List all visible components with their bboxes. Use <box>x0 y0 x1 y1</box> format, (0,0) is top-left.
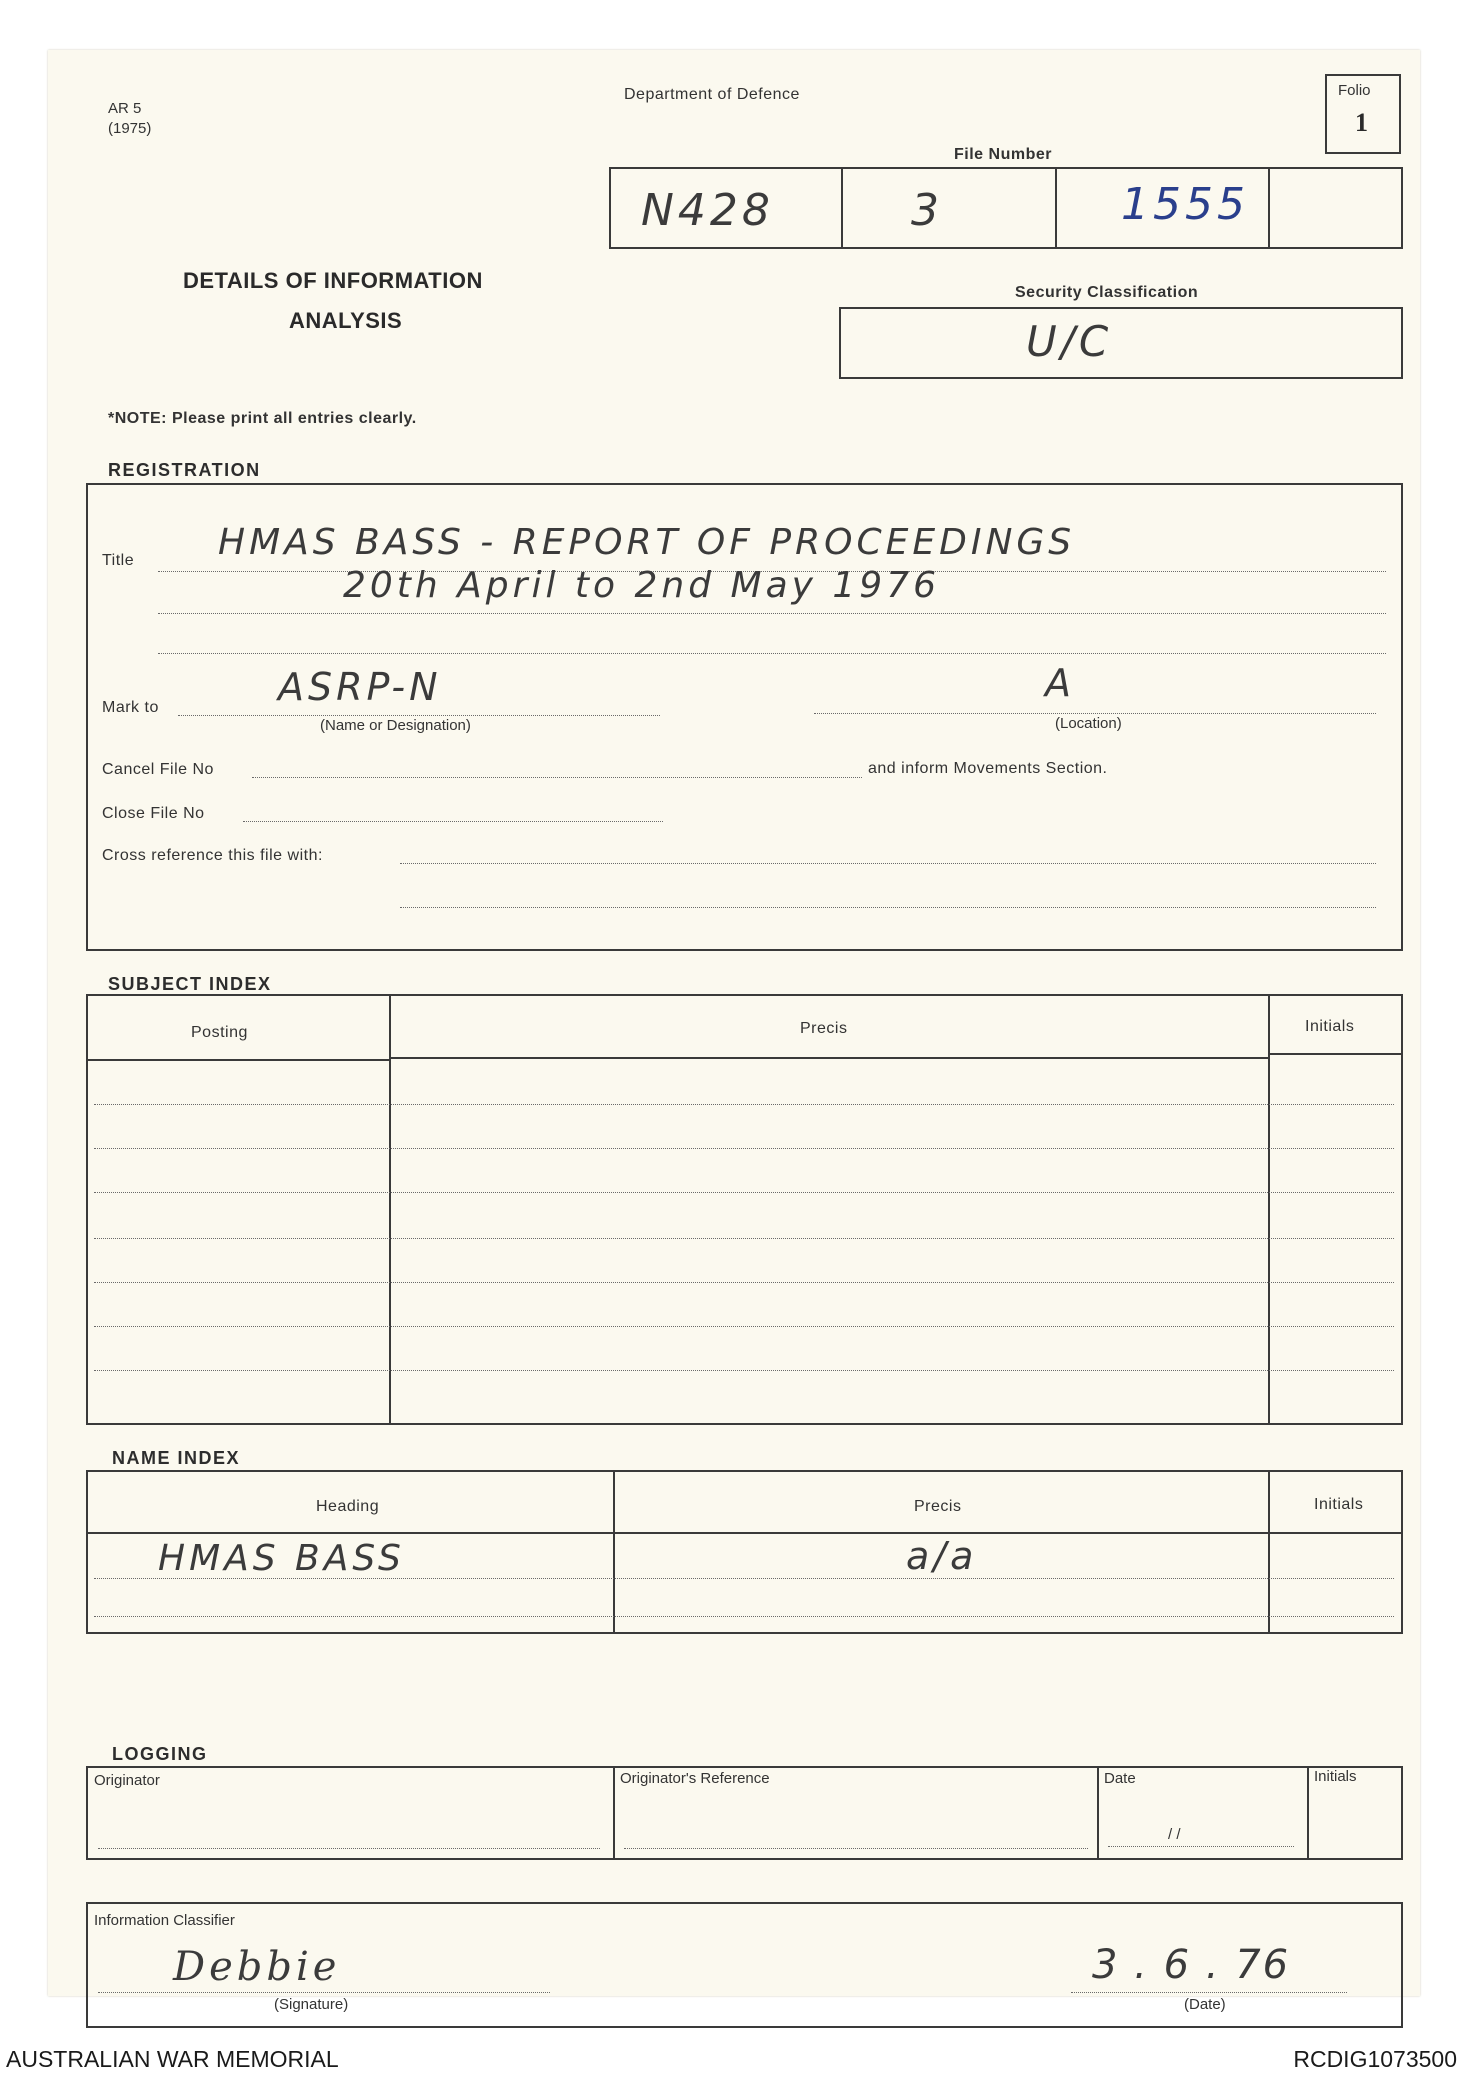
classifier-box <box>86 1902 1403 2028</box>
form-title-line2: ANALYSIS <box>289 308 403 333</box>
location-value: A <box>1045 661 1075 705</box>
location-caption: (Location) <box>1055 715 1122 732</box>
classifier-label: Information Classifier <box>94 1912 235 1929</box>
registration-heading: REGISTRATION <box>108 460 261 480</box>
subject-index-table <box>86 994 1403 1425</box>
footer-institution: AUSTRALIAN WAR MEMORIAL <box>6 2046 339 2072</box>
subject-col-precis: Precis <box>800 1020 848 1037</box>
form-code: AR 5 <box>108 100 142 117</box>
name-col-initials: Initials <box>1314 1496 1364 1513</box>
file-number-part-2: 3 <box>911 185 943 236</box>
cancel-file-suffix: and inform Movements Section. <box>868 760 1108 777</box>
logging-originator: Originator <box>94 1772 160 1789</box>
signature-caption: (Signature) <box>274 1996 349 2013</box>
mark-to-value: ASRP-N <box>278 665 442 709</box>
title-value-line2: 20th April to 2nd May 1976 <box>343 565 940 606</box>
name-row1-precis: a/a <box>906 1534 978 1578</box>
close-file-label: Close File No <box>102 805 205 822</box>
cross-reference-label: Cross reference this file with: <box>102 847 323 864</box>
department-name: Department of Defence <box>624 86 800 103</box>
security-label: Security Classification <box>1015 284 1199 301</box>
cancel-file-label: Cancel File No <box>102 761 214 778</box>
folio-box <box>1325 74 1401 154</box>
logging-originator-reference: Originator's Reference <box>620 1770 770 1787</box>
folio-label: Folio <box>1338 82 1371 99</box>
logging-date-slashes: / / <box>1168 1826 1181 1843</box>
name-row1-heading: HMAS BASS <box>158 1538 405 1579</box>
footer-record-id: RCDIG1073500 <box>1293 2046 1457 2072</box>
subject-index-heading: SUBJECT INDEX <box>108 974 272 994</box>
file-number-box <box>609 167 1403 249</box>
security-value: U/C <box>1026 317 1113 366</box>
folio-value: 1 <box>1355 108 1368 137</box>
form-title-line1: DETAILS OF INFORMATION <box>183 268 483 293</box>
title-value-line1: HMAS BASS - REPORT OF PROCEEDINGS <box>218 522 1076 563</box>
logging-date: Date <box>1104 1770 1136 1787</box>
date-caption: (Date) <box>1184 1996 1226 2013</box>
form-year: (1975) <box>108 120 152 137</box>
name-col-heading: Heading <box>316 1498 380 1515</box>
name-index-heading: NAME INDEX <box>112 1448 241 1468</box>
file-number-part-3: 1555 <box>1121 179 1249 230</box>
name-index-table <box>86 1470 1403 1634</box>
file-number-label: File Number <box>954 146 1052 163</box>
classifier-signature: Debbie <box>173 1944 341 1990</box>
subject-col-initials: Initials <box>1305 1018 1355 1035</box>
registration-box <box>86 483 1403 951</box>
logging-heading: LOGGING <box>112 1744 208 1764</box>
subject-col-posting: Posting <box>191 1024 248 1041</box>
print-note: *NOTE: Please print all entries clearly. <box>108 410 417 427</box>
form-sheet <box>48 50 1420 2013</box>
security-box <box>839 307 1403 379</box>
name-col-precis: Precis <box>914 1498 962 1515</box>
logging-table <box>86 1766 1403 1860</box>
file-number-part-1: N428 <box>641 185 774 236</box>
logging-initials: Initials <box>1314 1768 1357 1785</box>
title-label: Title <box>102 552 135 569</box>
mark-to-label: Mark to <box>102 699 159 716</box>
classifier-date: 3 . 6 . 76 <box>1092 1942 1291 1988</box>
name-caption: (Name or Designation) <box>320 717 471 734</box>
